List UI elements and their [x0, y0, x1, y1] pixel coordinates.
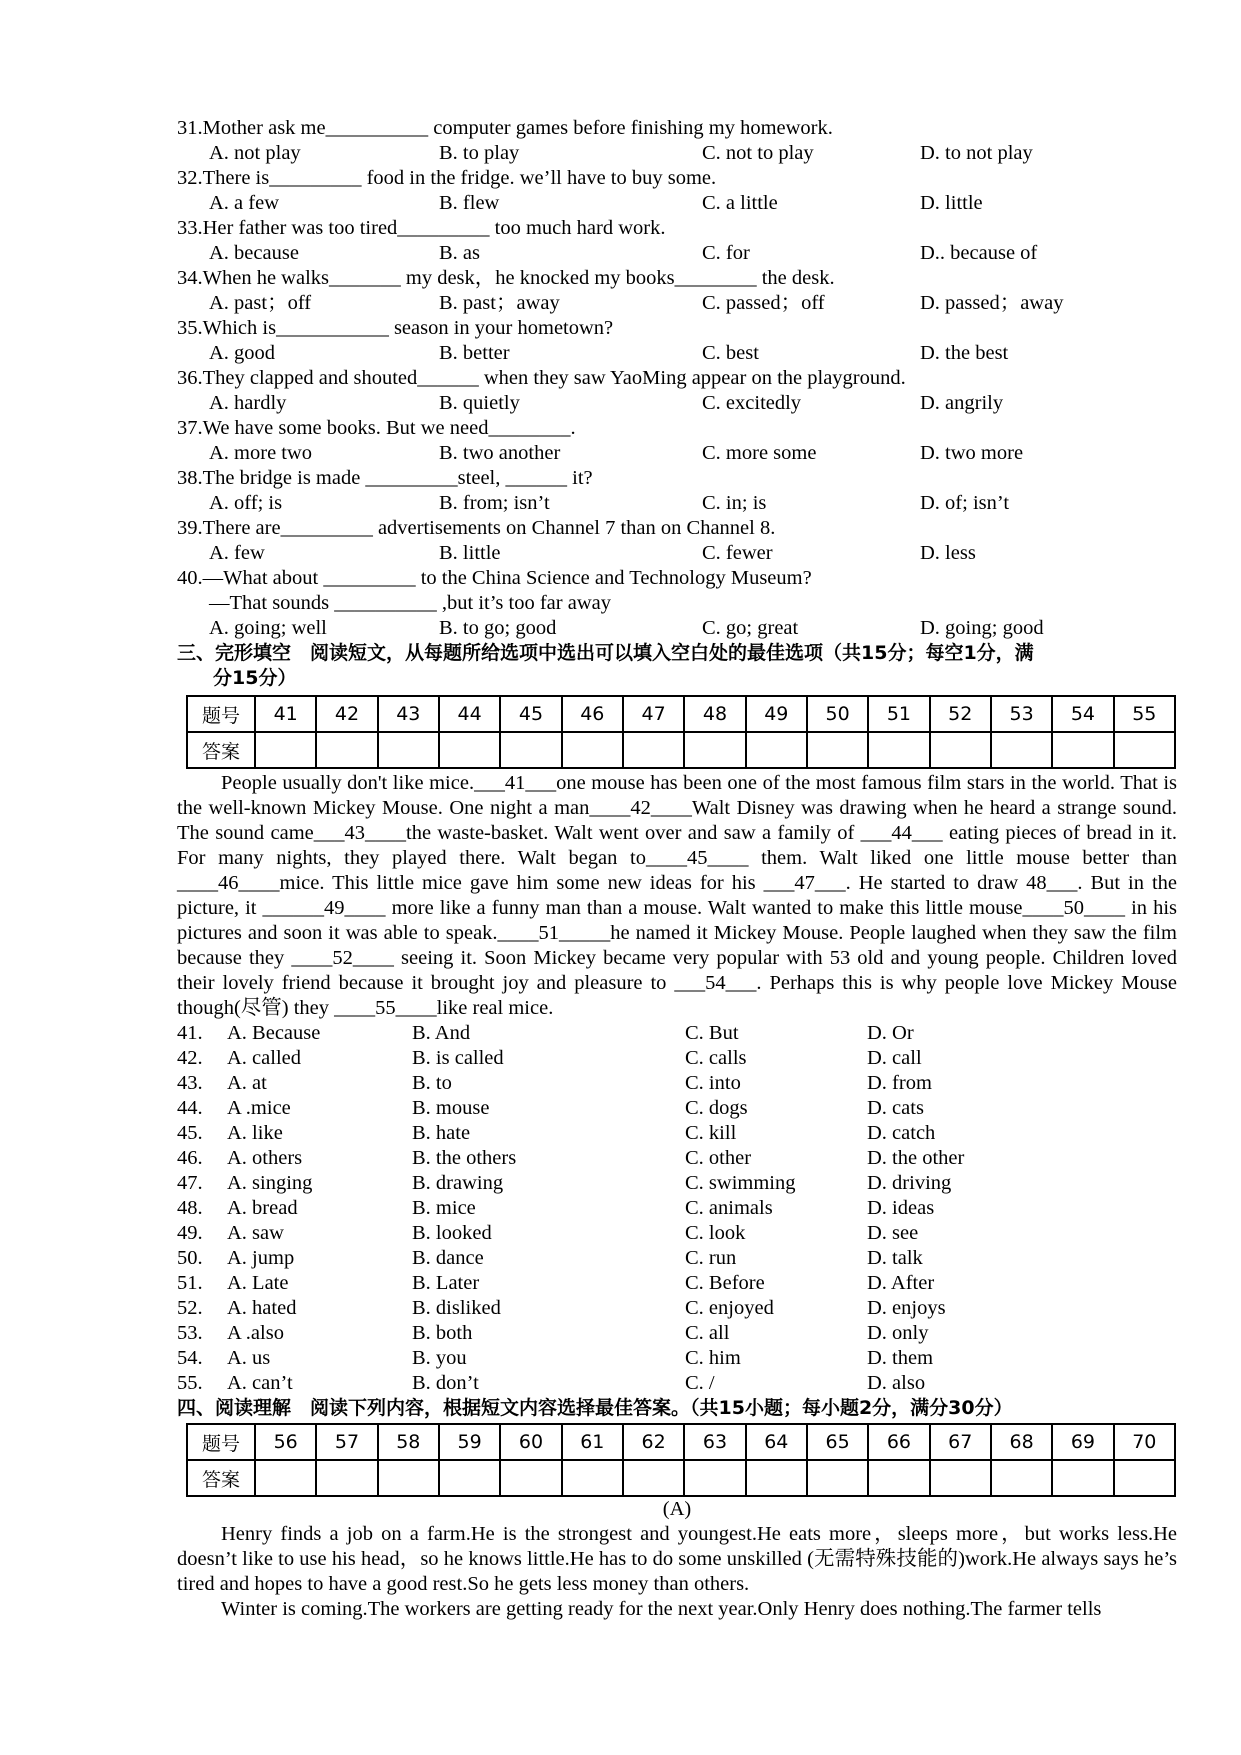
grid-answer-cell[interactable]	[439, 1460, 500, 1496]
cloze-option-a[interactable]: A. at	[227, 1072, 267, 1094]
cloze-option-c[interactable]: C. Before	[685, 1272, 765, 1294]
reading-paragraph-1: Henry finds a job on a farm.He is the strongest and youngest.He eats more，sleeps more，but works less.He doesn’t like to use his head，so he knows little.He has to do some unskilled (无需特殊技能的)work.He always says he’s tired and hopes to have a good rest.So he gets less money than others.	[177, 1523, 1177, 1595]
question-stem: 36.They clapped and shouted______ when they saw YaoMing appear on the playground.	[177, 367, 906, 389]
cloze-option-d[interactable]: D. ideas	[867, 1197, 935, 1219]
option-b[interactable]: B. two another	[439, 442, 561, 464]
grid-number-cell: 57	[316, 1424, 377, 1460]
option-a[interactable]: A. a few	[209, 192, 280, 214]
cloze-option-d[interactable]: D. them	[867, 1347, 934, 1369]
cloze-question-number: 44.	[177, 1097, 203, 1119]
option-c[interactable]: C. best	[702, 342, 759, 364]
cloze-option-a[interactable]: A. like	[227, 1122, 283, 1144]
option-a[interactable]: A. hardly	[209, 392, 287, 414]
option-d[interactable]: D.. because of	[920, 242, 1038, 264]
cloze-option-b[interactable]: B. mice	[412, 1197, 476, 1219]
grid-answer-cell[interactable]	[1052, 1460, 1113, 1496]
cloze-option-row	[177, 1346, 1177, 1371]
grid-answer-cell[interactable]	[500, 732, 561, 768]
option-b[interactable]: B. little	[439, 542, 501, 564]
cloze-passage	[177, 771, 1177, 1021]
option-b[interactable]: B. flew	[439, 192, 500, 214]
grid-number-cell: 54	[1052, 696, 1113, 732]
cloze-option-d[interactable]: D. call	[867, 1047, 922, 1069]
cloze-question-number: 48.	[177, 1197, 203, 1219]
grid-number-cell: 67	[930, 1424, 991, 1460]
option-row	[177, 541, 1177, 566]
cloze-option-d[interactable]: D. cats	[867, 1097, 924, 1119]
option-row	[177, 191, 1177, 216]
cloze-option-a[interactable]: A. others	[227, 1147, 303, 1169]
cloze-question-number: 46.	[177, 1147, 203, 1169]
cloze-option-b[interactable]: B. don’t	[412, 1372, 479, 1394]
cloze-option-d[interactable]: D. catch	[867, 1122, 936, 1144]
grid-answer-cell[interactable]	[623, 1460, 684, 1496]
cloze-option-a[interactable]: A. bread	[227, 1197, 298, 1219]
grid-answer-cell[interactable]	[930, 1460, 991, 1496]
multiple-choice-section	[177, 116, 1177, 641]
option-b[interactable]: B. better	[439, 342, 510, 364]
answer-grid-41-55	[186, 695, 1176, 769]
option-b[interactable]: B. to play	[439, 142, 520, 164]
cloze-option-c[interactable]: C. calls	[685, 1047, 747, 1069]
option-b[interactable]: B. quietly	[439, 392, 520, 414]
option-c[interactable]: C. fewer	[702, 542, 773, 564]
option-d[interactable]: D. the best	[920, 342, 1009, 364]
cloze-option-row	[177, 1371, 1177, 1396]
cloze-option-row	[177, 1271, 1177, 1296]
grid-number-cell: 60	[500, 1424, 561, 1460]
section-3-title-cont: 分15分）	[213, 667, 297, 689]
grid-number-cell: 45	[500, 696, 561, 732]
option-a[interactable]: A. more two	[209, 442, 313, 464]
cloze-option-d[interactable]: D. from	[867, 1072, 932, 1094]
option-row	[177, 241, 1177, 266]
grid-number-cell: 47	[623, 696, 684, 732]
grid-answer-cell[interactable]	[868, 1460, 929, 1496]
cloze-option-a[interactable]: A .also	[227, 1322, 284, 1344]
section-4-title: 四、阅读理解 阅读下列内容，根据短文内容选择最佳答案。（共15小题；每小题2分，满分30分）	[177, 1397, 1013, 1419]
option-row	[177, 391, 1177, 416]
grid-number-cell: 63	[684, 1424, 745, 1460]
cloze-option-b[interactable]: B. Later	[412, 1272, 480, 1294]
question-stem: 32.There is_________ food in the fridge. we’ll have to buy some.	[177, 167, 717, 189]
cloze-option-b[interactable]: B. And	[412, 1022, 471, 1044]
section-3-title: 三、完形填空 阅读短文，从每题所给选项中选出可以填入空白处的最佳选项（共15分；每空1分，满	[177, 642, 1034, 664]
cloze-option-c[interactable]: C. other	[685, 1147, 752, 1169]
cloze-option-b[interactable]: B. disliked	[412, 1297, 501, 1319]
grid-answer-cell[interactable]	[562, 1460, 623, 1496]
cloze-option-b[interactable]: B. mouse	[412, 1097, 490, 1119]
cloze-option-d[interactable]: D. the other	[867, 1147, 965, 1169]
option-c[interactable]: C. not to play	[702, 142, 814, 164]
option-d[interactable]: D. of; isn’t	[920, 492, 1010, 514]
cloze-question-number: 53.	[177, 1322, 203, 1344]
cloze-option-c[interactable]: C. /	[685, 1372, 715, 1394]
option-d[interactable]: D. to not play	[920, 142, 1033, 164]
option-c[interactable]: C. go; great	[702, 617, 799, 639]
cloze-option-b[interactable]: B. the others	[412, 1147, 517, 1169]
option-a[interactable]: A. not play	[209, 142, 301, 164]
cloze-question-number: 51.	[177, 1272, 203, 1294]
option-row	[177, 491, 1177, 516]
grid-answer-cell[interactable]	[255, 1460, 316, 1496]
option-c[interactable]: C. more some	[702, 442, 817, 464]
grid-number-cell: 44	[439, 696, 500, 732]
grid-number-cell: 42	[316, 696, 377, 732]
exam-page	[177, 116, 1177, 1622]
cloze-option-row	[177, 1146, 1177, 1171]
cloze-question-number: 41.	[177, 1022, 203, 1044]
question-stem: 35.Which is___________ season in your hometown?	[177, 317, 614, 339]
grid-answer-cell[interactable]	[316, 732, 377, 768]
cloze-option-a[interactable]: A. Late	[227, 1272, 289, 1294]
grid-number-cell: 49	[746, 696, 807, 732]
cloze-option-d[interactable]: D. talk	[867, 1247, 923, 1269]
cloze-option-c[interactable]: C. him	[685, 1347, 741, 1369]
cloze-option-row	[177, 1246, 1177, 1271]
grid-answer-cell[interactable]	[378, 1460, 439, 1496]
cloze-option-c[interactable]: C. all	[685, 1322, 730, 1344]
grid-number-cell: 59	[439, 1424, 500, 1460]
cloze-option-a[interactable]: A. can’t	[227, 1372, 293, 1394]
option-b[interactable]: B. from; isn’t	[439, 492, 550, 514]
question-stem: 38.The bridge is made _________steel, ______ it?	[177, 467, 593, 489]
cloze-option-d[interactable]: D. also	[867, 1372, 926, 1394]
grid-number-cell: 61	[562, 1424, 623, 1460]
question-stem: 31.Mother ask me__________ computer games before finishing my homework.	[177, 117, 833, 139]
cloze-option-a[interactable]: A. called	[227, 1047, 301, 1069]
row-label-number: 题号	[187, 696, 255, 732]
option-c[interactable]: C. a little	[702, 192, 778, 214]
option-b[interactable]: B. as	[439, 242, 480, 264]
option-c[interactable]: C. for	[702, 242, 750, 264]
cloze-option-b[interactable]: B. to	[412, 1072, 452, 1094]
cloze-option-c[interactable]: C. swimming	[685, 1172, 796, 1194]
cloze-option-c[interactable]: C. look	[685, 1222, 746, 1244]
row-label-answer: 答案	[187, 1460, 255, 1496]
grid-answer-cell[interactable]	[807, 732, 868, 768]
option-c[interactable]: C. excitedly	[702, 392, 802, 414]
option-b[interactable]: B. to go; good	[439, 617, 557, 639]
cloze-option-b[interactable]: B. is called	[412, 1047, 504, 1069]
question-stem: 40.—What about _________ to the China Science and Technology Museum?	[177, 567, 812, 589]
grid-number-cell: 53	[991, 696, 1052, 732]
cloze-question-number: 43.	[177, 1072, 203, 1094]
grid-answer-cell[interactable]	[1052, 732, 1113, 768]
grid-number-cell: 56	[255, 1424, 316, 1460]
grid-number-cell: 50	[807, 696, 868, 732]
section-3-heading	[177, 641, 1177, 691]
option-row	[177, 141, 1177, 166]
grid-number-cell: 65	[807, 1424, 868, 1460]
cloze-question-number: 45.	[177, 1122, 203, 1144]
cloze-question-number: 49.	[177, 1222, 203, 1244]
grid-answer-cell[interactable]	[1114, 1460, 1175, 1496]
option-d[interactable]: D. two more	[920, 442, 1024, 464]
cloze-option-c[interactable]: C. But	[685, 1022, 739, 1044]
question-stem: 37.We have some books. But we need________.	[177, 417, 576, 439]
option-a[interactable]: A. past；off	[209, 292, 312, 314]
cloze-option-row	[177, 1096, 1177, 1121]
cloze-option-a[interactable]: A. singing	[227, 1172, 313, 1194]
option-d[interactable]: D. less	[920, 542, 976, 564]
option-a[interactable]: A. off; is	[209, 492, 283, 514]
grid-number-cell: 66	[868, 1424, 929, 1460]
grid-number-cell: 51	[868, 696, 929, 732]
cloze-question-number: 52.	[177, 1297, 203, 1319]
option-a[interactable]: A. few	[209, 542, 265, 564]
option-d[interactable]: D. passed；away	[920, 292, 1064, 314]
cloze-option-row	[177, 1221, 1177, 1246]
grid-answer-cell[interactable]	[746, 1460, 807, 1496]
cloze-option-a[interactable]: A. us	[227, 1347, 271, 1369]
row-label-answer: 答案	[187, 732, 255, 768]
cloze-question-number: 55.	[177, 1372, 203, 1394]
grid-answer-cell[interactable]	[623, 732, 684, 768]
question-stem-line-2: —That sounds __________ ,but it’s too far away	[209, 592, 611, 614]
grid-number-cell: 52	[930, 696, 991, 732]
option-c[interactable]: C. passed；off	[702, 292, 825, 314]
cloze-passage-text: People usually don't like mice.___41___one mouse has been one of the most famous film stars in the world. That is the well-known Mickey Mouse. One night a man____42____Walt Disney was drawing when he heard a strange sound. The sound came___43____the waste-basket. Walt went over and saw a family of ___44___ eating pieces of bread in it. For many nights, they played there. Walt began to____45____ them. Walt liked one little mouse better than ____46____mice. This little mice gave him some new ideas for his ___47___. He started to draw 48___. But in the picture, it ______49____ more like a funny man than a mouse. Walt wanted to make this little mouse____50____ in his pictures and soon it was able to speak.____51_____he named it Mickey Mouse. People laughed when they saw the film because they ____52____ seeing it. Soon Mickey became very popular with 53 old and young people. Children loved their lovely friend because it brought joy and pleasure to ___54___. Perhaps this is why people love Mickey Mouse though(尽管) they ____55____like real mice.	[177, 772, 1177, 1019]
cloze-option-b[interactable]: B. both	[412, 1322, 473, 1344]
grid-answer-cell[interactable]	[684, 1460, 745, 1496]
grid-answer-cell[interactable]	[378, 732, 439, 768]
option-c[interactable]: C. in; is	[702, 492, 767, 514]
grid-answer-cell[interactable]	[991, 732, 1052, 768]
cloze-option-d[interactable]: D. only	[867, 1322, 929, 1344]
cloze-option-row	[177, 1171, 1177, 1196]
cloze-option-a[interactable]: A. saw	[227, 1222, 284, 1244]
question-stem: 34.When he walks_______ my desk，he knocked my books________ the desk.	[177, 267, 835, 289]
cloze-option-a[interactable]: A. hated	[227, 1297, 297, 1319]
grid-number-cell: 70	[1114, 1424, 1175, 1460]
cloze-option-row	[177, 1046, 1177, 1071]
cloze-option-b[interactable]: B. dance	[412, 1247, 484, 1269]
grid-answer-cell[interactable]	[562, 732, 623, 768]
grid-number-cell: 68	[991, 1424, 1052, 1460]
answer-grid-56-70	[186, 1423, 1176, 1497]
grid-number-cell: 62	[623, 1424, 684, 1460]
grid-answer-cell[interactable]	[991, 1460, 1052, 1496]
cloze-option-b[interactable]: B. drawing	[412, 1172, 504, 1194]
grid-number-cell: 55	[1114, 696, 1175, 732]
cloze-option-row	[177, 1021, 1177, 1046]
cloze-option-b[interactable]: B. looked	[412, 1222, 492, 1244]
cloze-question-number: 50.	[177, 1247, 203, 1269]
cloze-question-number: 47.	[177, 1172, 203, 1194]
cloze-option-a[interactable]: A .mice	[227, 1097, 291, 1119]
grid-number-cell: 69	[1052, 1424, 1113, 1460]
cloze-option-row	[177, 1071, 1177, 1096]
option-row	[177, 341, 1177, 366]
grid-number-cell: 43	[378, 696, 439, 732]
cloze-option-row	[177, 1121, 1177, 1146]
cloze-option-c[interactable]: C. enjoyed	[685, 1297, 774, 1319]
reading-paragraph-2: Winter is coming.The workers are getting ready for the next year.Only Henry does nothing.The farmer tells	[221, 1598, 1102, 1620]
cloze-option-d[interactable]: D. see	[867, 1222, 919, 1244]
option-row	[177, 291, 1177, 316]
option-a[interactable]: A. good	[209, 342, 276, 364]
grid-answer-cell[interactable]	[500, 1460, 561, 1496]
cloze-option-row	[177, 1296, 1177, 1321]
cloze-option-d[interactable]: D. driving	[867, 1172, 952, 1194]
question-stem: 33.Her father was too tired_________ too much hard work.	[177, 217, 666, 239]
cloze-option-b[interactable]: B. you	[412, 1347, 467, 1369]
grid-answer-cell[interactable]	[930, 732, 991, 768]
grid-answer-cell[interactable]	[868, 732, 929, 768]
grid-answer-cell[interactable]	[316, 1460, 377, 1496]
grid-answer-cell[interactable]	[684, 732, 745, 768]
grid-number-cell: 58	[378, 1424, 439, 1460]
question-stem: 39.There are_________ advertisements on Channel 7 than on Channel 8.	[177, 517, 776, 539]
cloze-option-c[interactable]: C. kill	[685, 1122, 737, 1144]
cloze-option-row	[177, 1321, 1177, 1346]
cloze-option-d[interactable]: D. enjoys	[867, 1297, 946, 1319]
cloze-options	[177, 1021, 1177, 1396]
cloze-option-d[interactable]: D. After	[867, 1272, 935, 1294]
cloze-option-c[interactable]: C. into	[685, 1072, 741, 1094]
grid-number-cell: 64	[746, 1424, 807, 1460]
cloze-option-c[interactable]: C. animals	[685, 1197, 773, 1219]
cloze-option-a[interactable]: A. Because	[227, 1022, 321, 1044]
option-d[interactable]: D. angrily	[920, 392, 1004, 414]
cloze-option-row	[177, 1196, 1177, 1221]
reading-part-label: (A)	[662, 1498, 692, 1520]
grid-answer-cell[interactable]	[1114, 732, 1175, 768]
grid-number-cell: 46	[562, 696, 623, 732]
cloze-option-c[interactable]: C. run	[685, 1247, 737, 1269]
reading-passage-a	[177, 1522, 1177, 1622]
grid-answer-cell[interactable]	[746, 732, 807, 768]
option-d[interactable]: D. going; good	[920, 617, 1044, 639]
option-d[interactable]: D. little	[920, 192, 983, 214]
cloze-option-a[interactable]: A. jump	[227, 1247, 295, 1269]
option-row	[177, 616, 1177, 641]
cloze-option-c[interactable]: C. dogs	[685, 1097, 748, 1119]
option-row	[177, 441, 1177, 466]
option-a[interactable]: A. because	[209, 242, 299, 264]
section-4-heading	[177, 1396, 1177, 1421]
option-a[interactable]: A. going; well	[209, 617, 327, 639]
cloze-option-d[interactable]: D. Or	[867, 1022, 914, 1044]
cloze-question-number: 42.	[177, 1047, 203, 1069]
grid-answer-cell[interactable]	[439, 732, 500, 768]
grid-number-cell: 41	[255, 696, 316, 732]
grid-answer-cell[interactable]	[255, 732, 316, 768]
grid-number-cell: 48	[684, 696, 745, 732]
cloze-question-number: 54.	[177, 1347, 203, 1369]
row-label-number: 题号	[187, 1424, 255, 1460]
cloze-option-b[interactable]: B. hate	[412, 1122, 471, 1144]
grid-answer-cell[interactable]	[807, 1460, 868, 1496]
option-b[interactable]: B. past；away	[439, 292, 560, 314]
